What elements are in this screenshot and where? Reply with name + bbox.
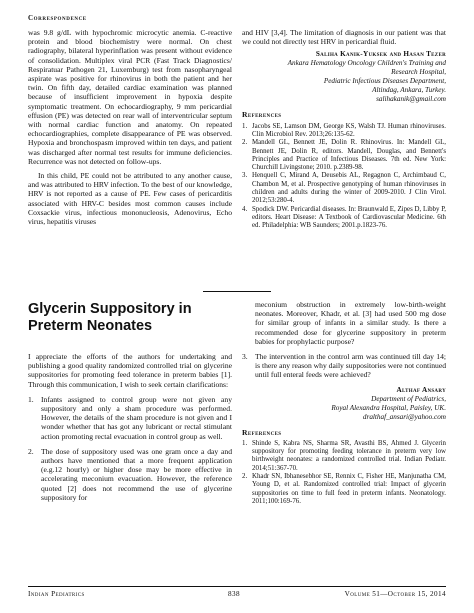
signature-block [242,386,446,422]
reference-text: Spodick DW. Pericardial diseases. In: Braunwald E, Zipes D, Libby P, editors. Heart Disease: A Textbook of Cardiovascular Medicine. 6th ed. Philadelphia: WB Saunders; 2001.p.1823-76. [252,205,446,230]
reference-item [242,206,446,231]
references-heading: References [242,110,282,120]
list-item-continuation: meconium obstruction in extremely low-birth-weight neonates. Moreover, Khadr, et al. [3] had used 500 mg dose for similar group of infants in a similar study. Is there a recommended dose for glycerine suppository in preterm babies for prophylactic purpose? [255,300,446,346]
author-email[interactable]: salihakanik@gmail.com [376,95,446,104]
reference-item [242,473,446,506]
list-item [242,352,446,380]
affiliation-line: Pediatric Infectious Diseases Department, [323,77,446,86]
bottom-left-column [28,352,232,502]
intro-paragraph: I appreciate the efforts of the authors for undertaking and publishing a good quality randomized controlled trial on glycerine suppositories for promoting feed tolerance in preterm babies [1]. Through this communication, I wish to seek certain clarifications: [28,352,232,389]
author-email[interactable]: dralthaf_ansari@yahoo.com [362,412,446,421]
affiliation-line: Research Hospital, [391,68,446,77]
top-right-column [242,28,446,230]
affiliation-line: Ankara Hematology Oncology Children's Training and [287,59,446,68]
top-left-column [28,28,232,226]
reference-number: 2. [242,139,248,147]
references-heading: References [242,427,282,437]
reference-number: 1. [242,439,248,447]
reference-text: Shinde S, Kabra NS, Sharma SR, Avasthi BS, Ahmed J. Glycerin suppository for promoting feeding tolerance in preterm very low birthweight neonates: a randomized controlled trial. Indian Pediatr. 2014;51:367-70. [252,439,446,472]
reference-number: 3. [242,172,248,180]
bottom-right-column [242,300,446,506]
signature-block [242,50,446,104]
footer-rule [28,586,446,587]
reference-text: Jacobs SE, Lamson DM, George KS, Walsh TJ. Human rhinoviruses. Clin Microbiol Rev. 2013;26:135-62. [252,122,446,138]
reference-text: Mandell GL, Bennett JE, Dolin R. Rhinovirus. In: Mandell GL, Bennett JE, Dolin R, editors. Mandell, Douglas, and Bennett's Principles and Practice of Infectious Diseases. 7th ed. New York: Churchill Livingstone; 2010. p.2389-98. [252,139,446,172]
reference-number: 4. [242,205,248,213]
discussion-paragraph: In this child, PE could not be attributed to any another cause, and was attributed to HRV infection. To the best of our knowledge, HRV is not reported as a cause of PE. Few cases of pericarditis associated with HRV-C besides most common causes include Coxsackie virus, infectious mononucleosis, Adenovirus, Echo virus, hepatitis viruses [28,171,232,227]
list-item [28,395,232,441]
reference-item [242,440,446,473]
list-text: The intervention in the control arm was continued till day 14; is there any reason why daily suppositories were not continued until full enteral feeds were achieved? [255,352,446,380]
reference-text: Henquell C, Mirand A, Deusebis AL, Regagnon C, Archimbaud C, Chambon M, et al. Prospective genotyping of human rhinoviruses in children and adults during the winter of 2009-2010. J Clin Virol. 2012;53:280-4. [252,172,446,205]
case-paragraph: was 9.8 g/dL with hypochromic microcytic anemia. C-reactive protein and blood biochemistry were normal. On chest radiography, bilateral hyperinflation was present without evidence of consolidation. Multiplex viral PCR (Fast Track Diagnostics/ Respiratuar Pathogen 21, Luxemburg) test from nasopharyngeal aspirate was positive for rhinovirus in both the patient and her twin. On fifth day, detailed cardiac examination was planned because of insufficient improvement in hypoxia despite symptomatic treatment. On echocardiography, 9 mm pericardial effusion (PE) was detected on rear wall of interventricular septum with normal cardiac function and anatomy. On repeated echocardiographies, complete disappearance of PE was observed. Hypoxia and bronchospasm improved within ten days, and patient was discharged after normal test results for immune deficiencies. Recurrence was not detected on follow-ups. [28,28,232,166]
limitation-paragraph: and HIV [3,4]. The limitation of diagnosis in our patient was that we could not directly test HRV in pericardial fluid. [242,28,446,47]
reference-item [242,172,446,205]
affiliation-line: Altindag, Ankara, Turkey. [372,86,446,95]
author-name: Althaf Ansary [396,385,446,394]
reference-number: 2. [242,473,248,481]
section-header: Correspondence [28,14,87,22]
list-number: 2. [28,446,34,456]
affiliation-line: Royal Alexandra Hospital, Paisley, UK. [331,403,446,412]
list-item [28,447,232,502]
footer-volume: Volume 51—October 15, 2014 [344,590,446,598]
footer-page-number: 838 [228,590,240,598]
list-text: Infants assigned to control group were not given any suppository and only a sham procedure was performed. However, the details of the sham procedure is not given and I wonder whether that has got any lubricant or rectal stimulant action promoting rectal evacuation in control group as well. [41,394,232,441]
reference-item [242,139,446,172]
article-title: Glycerin Suppository in Preterm Neonates [28,301,192,334]
reference-text: Khadr SN, Ibhanesebhor SE, Rennix C, Fisher HE, Manjunatha CM, Young D, et al. Randomized controlled trial: Impact of glycerin suppositories on time to full feed in preterm infants. Neonatology. 2011;100:169-76. [252,473,446,505]
list-number: 3. [242,352,248,362]
affiliation-line: Department of Pediatrics, [371,394,446,403]
list-text: The dose of suppository used was one gram once a day and authors have mentioned that a more frequent application (e.g.12 hourly) or higher dose may be more effective in accelerating meconium evacuation. However, the reference quoted [2] does not recommend the use of glycerine suppository for [41,446,232,502]
list-number: 1. [28,394,34,404]
reference-item [242,123,446,140]
section-divider [203,291,271,292]
author-names: Saliha Kanik-Yuksek and Hasan Tezer [315,50,446,59]
footer-journal: Indian Pediatrics [28,590,85,598]
reference-number: 1. [242,122,248,130]
